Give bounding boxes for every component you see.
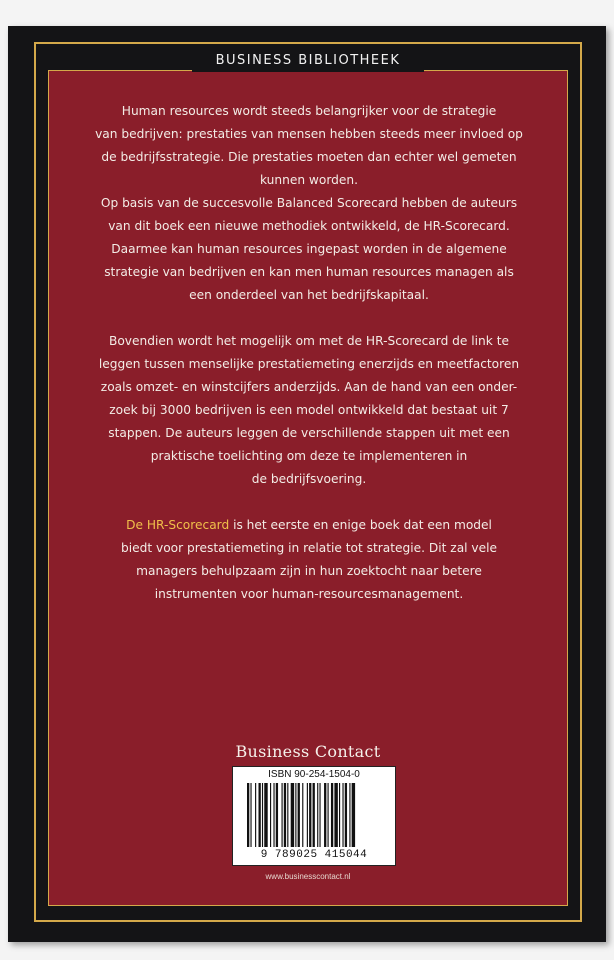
publisher-url: www.businesscontact.nl — [265, 872, 351, 881]
text-line: biedt voor prestatiemeting in relatie tot strategie. Dit zal vele — [120, 541, 498, 555]
barcode-bar — [250, 783, 251, 847]
barcode-bar — [298, 783, 300, 847]
barcode-bar — [255, 783, 256, 847]
barcode-bar — [345, 783, 347, 847]
text-line: leggen tussen menselijke prestatiemeting enerzijds en meetfactoren — [98, 357, 520, 371]
barcode-bar — [273, 783, 274, 847]
paragraph-1 — [60, 100, 558, 307]
text-line: managers behulpzaam zijn in hun zoektocht naar betere — [136, 564, 482, 578]
text-line: stappen. De auteurs leggen de verschillende stappen uit met een — [108, 426, 510, 440]
text-line: de bedrijfsstrategie. Die prestaties moeten dan echter wel gemeten — [101, 150, 517, 164]
barcode-bar — [287, 783, 288, 847]
barcode-bar — [342, 783, 343, 847]
text-line — [60, 514, 558, 537]
paragraph-3 — [60, 514, 558, 606]
text-line: instrumenten voor human-resourcesmanagement. — [154, 587, 464, 601]
text-line: zoals omzet- en winstcijfers anderzijds. Aan de hand van een onder- — [100, 380, 518, 394]
barcode-bar — [291, 783, 294, 847]
barcode-bar — [319, 783, 320, 847]
publisher-name: Business Contact — [235, 742, 381, 761]
barcode-bar — [302, 783, 303, 847]
text-line: de bedrijfsvoering. — [251, 472, 367, 486]
text-line: van dit boek een nieuwe methodiek ontwikkeld, de HR-Scorecard. — [108, 219, 510, 233]
text-line: van bedrijven: prestaties van mensen hebben steeds meer invloed op — [95, 127, 523, 141]
text-line: Bovendien wordt het mogelijk om met de HR-Scorecard de link te — [108, 334, 509, 348]
text-line: praktische toelichting om deze te implementeren in — [150, 449, 468, 463]
text-line: een onderdeel van het bedrijfskapitaal. — [189, 288, 429, 302]
barcode-bar — [270, 783, 271, 847]
barcode-icon — [247, 783, 383, 847]
barcode-bar — [339, 783, 340, 847]
barcode-bar — [349, 783, 350, 847]
isbn-label: ISBN 90-254-1504-0 — [268, 769, 360, 780]
barcode-bar — [313, 783, 315, 847]
isbn-barcode — [232, 766, 396, 866]
barcode-bar — [247, 783, 249, 847]
barcode-bar — [276, 783, 278, 847]
barcode-bar — [295, 783, 296, 847]
text-line: zoek bij 3000 bedrijven is een model ontwikkeld dat bestaat uit 7 — [109, 403, 509, 417]
text-span: is het eerste en enige boek dat een model — [229, 518, 492, 532]
barcode-bar — [334, 783, 337, 847]
blurb-text — [60, 100, 558, 606]
text-line: kunnen worden. — [259, 173, 358, 187]
barcode-bar — [282, 783, 283, 847]
text-line: strategie van bedrijven en kan men human resources managen als — [104, 265, 514, 279]
barcode-bar — [259, 783, 261, 847]
barcode-bar — [262, 783, 263, 847]
book-title-highlight: De HR-Scorecard — [126, 518, 230, 532]
paragraph-2 — [60, 330, 558, 491]
barcode-bar — [352, 783, 355, 847]
series-title: BUSINESS BIBLIOTHEEK — [192, 50, 424, 72]
barcode-bar — [309, 783, 311, 847]
text-line: Op basis van de succesvolle Balanced Scorecard hebben de auteurs — [100, 196, 518, 210]
text-line: Daarmee kan human resources ingepast worden in de algemene — [111, 242, 507, 256]
barcode-bar — [324, 783, 326, 847]
text-line: Human resources wordt steeds belangrijker voor de strategie — [121, 104, 497, 118]
barcode-bar — [284, 783, 286, 847]
ean-number: 9 789025 415044 — [260, 849, 368, 861]
barcode-bar — [307, 783, 308, 847]
barcode-bar — [331, 783, 333, 847]
barcode-bar — [264, 783, 267, 847]
barcode-bar — [328, 783, 329, 847]
barcode-bar — [317, 783, 318, 847]
